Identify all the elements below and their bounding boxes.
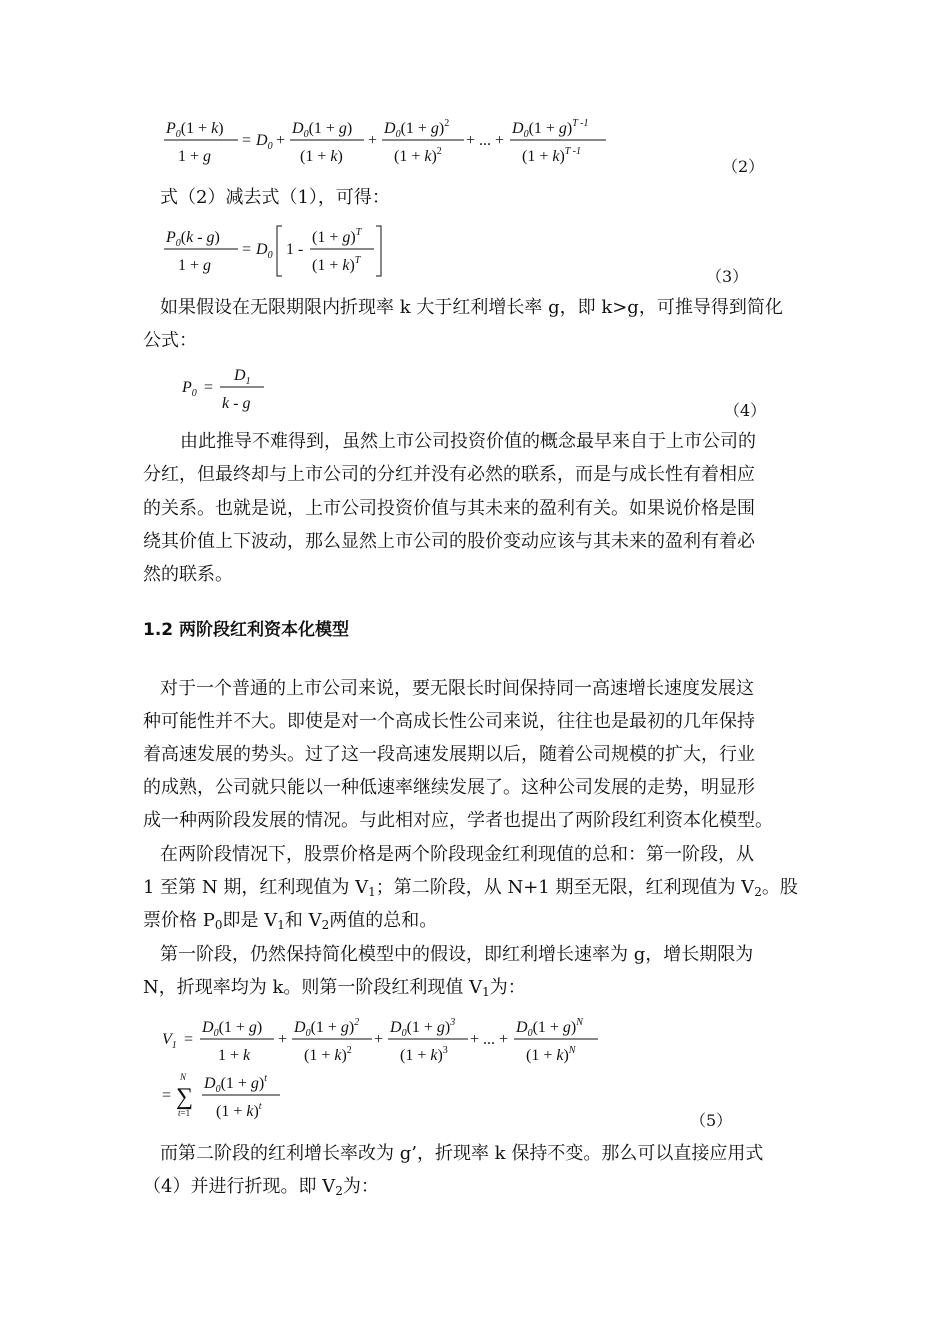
subscript: 2	[754, 885, 762, 899]
svg-text:D0(1 + g)3: $D_0(1 + g)^3$	[390, 1017, 456, 1039]
svg-text:D0(1 + g)t: $D_0(1 + g)^t$	[204, 1073, 268, 1095]
text: 绕其价值上下波动，那么显然上市公司的股价变动应该与其未来的盈利有着必	[143, 531, 755, 552]
section-heading: 1.2 两阶段红利资本化模型	[143, 620, 350, 640]
text: 对于一个普通的上市公司来说，要无限长时间保持同一高速增长速度发展这	[160, 678, 754, 699]
svg-text:=: =	[184, 1031, 194, 1048]
text: 第一阶段，仍然保持简化模型中的假设，即红利增长速率为 g，增长期限为	[160, 944, 754, 965]
svg-text:+: +	[374, 1031, 384, 1048]
svg-text:D0(1 + g): $D_0(1 + g)$	[202, 1019, 263, 1039]
text: 由此推导不难得到，虽然上市公司投资价值的概念最早来自于上市公司的	[180, 431, 756, 452]
text: 如果假设在无限期限内折现率 k 大于红利增长率 g，即 k>g，可推导得到简化	[160, 297, 783, 318]
subscript: 0	[214, 918, 223, 932]
text: 成一种两阶段发展的情况。与此相对应，学者也提出了两阶段红利资本化模型。	[143, 810, 773, 831]
text: 和 V	[284, 910, 322, 931]
svg-text:D0(1 + g)N: $D_0(1 + g)^N$	[516, 1017, 583, 1039]
text: ；第二阶段，从 N+1 期至无限，红利现值为 V	[375, 877, 755, 898]
svg-text:N: N	[180, 1072, 187, 1082]
svg-text:D0(1 + g): $D_0(1 + g)$	[292, 120, 353, 140]
svg-text:P0(k - g): $P_0(k - g)$	[166, 229, 220, 249]
svg-text:k - g: k - g	[222, 395, 251, 412]
paragraph-line	[160, 677, 754, 701]
svg-text:D1: $D_1$	[234, 367, 251, 387]
paragraph-line	[143, 463, 755, 487]
equation-2	[160, 113, 620, 173]
text: 两值的总和。	[329, 910, 438, 931]
svg-text:D0: $D_0$	[256, 132, 273, 152]
text: （4）并进行折现。即 V	[143, 1176, 336, 1197]
svg-text:D0(1 + g)T -1: $D_0(1 + g)^{T -1}$	[512, 118, 589, 140]
svg-text:D0(1 + g)2: $D_0(1 + g)^2$	[384, 118, 450, 140]
svg-text:+ ... +: + ... +	[470, 1031, 509, 1048]
equation-number: （3）	[706, 267, 749, 286]
text: 而第二阶段的红利增长率改为 g’，折现率 k 保持不变。那么可以直接应用式	[160, 1143, 764, 1164]
subscript: 2	[335, 1184, 343, 1198]
equation-number: （2）	[722, 157, 765, 176]
svg-text:=: =	[162, 1087, 172, 1104]
svg-text:(1 + k)3: $(1 + k)^3$	[400, 1045, 448, 1064]
svg-text:(1 + k)T -1: $(1 + k)^{T -1}$	[522, 146, 582, 165]
paragraph-line	[180, 430, 756, 454]
subscript: 1	[277, 918, 285, 932]
paragraph-line	[160, 1142, 763, 1166]
text: 的关系。也就是说，上市公司投资价值与其未来的盈利有关。如果说价格是围	[143, 498, 755, 519]
paragraph-line	[160, 943, 753, 967]
svg-text:P0(1 + k): $P_0(1 + k)$	[166, 120, 224, 140]
text: 1 至第 N 期，红利现值为 V	[143, 877, 369, 898]
subscript: 1	[482, 985, 490, 999]
text: 然的联系。	[143, 564, 233, 585]
svg-text:V1: $V_1$	[162, 1031, 177, 1051]
text: 为：	[342, 1176, 379, 1197]
svg-text:(1 + k)T: $(1 + k)^T$	[312, 255, 361, 274]
text: 种可能性并不大。即使是对一个高成长性公司来说，往往也是最初的几年保持	[143, 711, 755, 732]
svg-text:+: +	[368, 132, 378, 149]
paragraph-line	[143, 876, 798, 904]
svg-text:+ ... +: + ... +	[466, 132, 505, 149]
svg-text:1 + g: 1 + g	[178, 257, 212, 274]
svg-text:=: =	[242, 241, 252, 258]
text: 分红，但最终却与上市公司的分红并没有必然的联系，而是与成长性有着相应	[143, 464, 755, 485]
equation-4	[180, 360, 290, 418]
text: 为：	[489, 977, 526, 998]
svg-text:D0: $D_0$	[256, 241, 273, 261]
paragraph-line	[143, 776, 755, 800]
svg-text:D0(1 + g)2: $D_0(1 + g)^2$	[294, 1017, 360, 1039]
paragraph-line	[143, 1175, 379, 1203]
text: 式（2）减去式（1），可得：	[160, 187, 390, 208]
paragraph-line	[143, 976, 526, 1004]
text: 。股	[761, 877, 798, 898]
subscript: 1	[368, 885, 376, 899]
text: 即是 V	[222, 910, 278, 931]
paragraph-line	[160, 186, 390, 210]
paragraph-line	[143, 909, 437, 937]
text: 着高速发展的势头。过了这一段高速发展期以后，随着公司规模的扩大，行业	[143, 744, 755, 765]
equation-number: （4）	[724, 401, 767, 420]
text: 在两阶段情况下，股票价格是两个阶段现金红利现值的总和：第一阶段，从	[160, 844, 754, 865]
svg-text:+: +	[276, 132, 286, 149]
text: 票价格 P	[143, 910, 215, 931]
svg-text:(1 + k): (1 + k)	[300, 148, 343, 165]
paragraph-line	[143, 743, 755, 767]
svg-text:1 -: 1 -	[286, 241, 304, 258]
paragraph-line	[160, 843, 754, 867]
svg-text:P0: $P_0$	[182, 379, 197, 399]
text: 公式：	[143, 330, 197, 351]
paragraph-line	[143, 563, 233, 587]
svg-text:(1 + k)t: $(1 + k)^t$	[216, 1101, 262, 1120]
svg-text:∑: ∑	[176, 1084, 194, 1110]
svg-text:1 + k: 1 + k	[218, 1047, 251, 1064]
equation-3	[160, 222, 400, 282]
paragraph-line	[143, 809, 773, 833]
paragraph-line	[160, 296, 805, 320]
svg-text:(1 + k)N: $(1 + k)^N$	[526, 1045, 576, 1064]
text: 的成熟，公司就只能以一种低速率继续发展了。这种公司发展的走势，明显形	[143, 777, 755, 798]
equation-5	[158, 1010, 618, 1122]
paragraph-line	[143, 497, 755, 521]
svg-text:=: =	[204, 379, 214, 396]
svg-text:1 + g: 1 + g	[178, 148, 212, 165]
equation-number: （5）	[690, 1111, 733, 1130]
svg-text:+: +	[278, 1031, 288, 1048]
paragraph-line	[143, 530, 755, 554]
svg-text:t=1: t=1	[178, 1108, 191, 1118]
text: N，折现率均为 k。则第一阶段红利现值 V	[143, 977, 483, 998]
svg-text:=: =	[242, 132, 252, 149]
subscript: 2	[321, 918, 330, 932]
svg-text:(1 + g)T: $(1 + g)^T$	[312, 227, 362, 246]
paragraph-line	[143, 329, 197, 353]
svg-text:(1 + k)2: $(1 + k)^2$	[304, 1045, 352, 1064]
paragraph-line	[143, 710, 755, 734]
svg-text:(1 + k)2: $(1 + k)^2$	[394, 146, 442, 165]
